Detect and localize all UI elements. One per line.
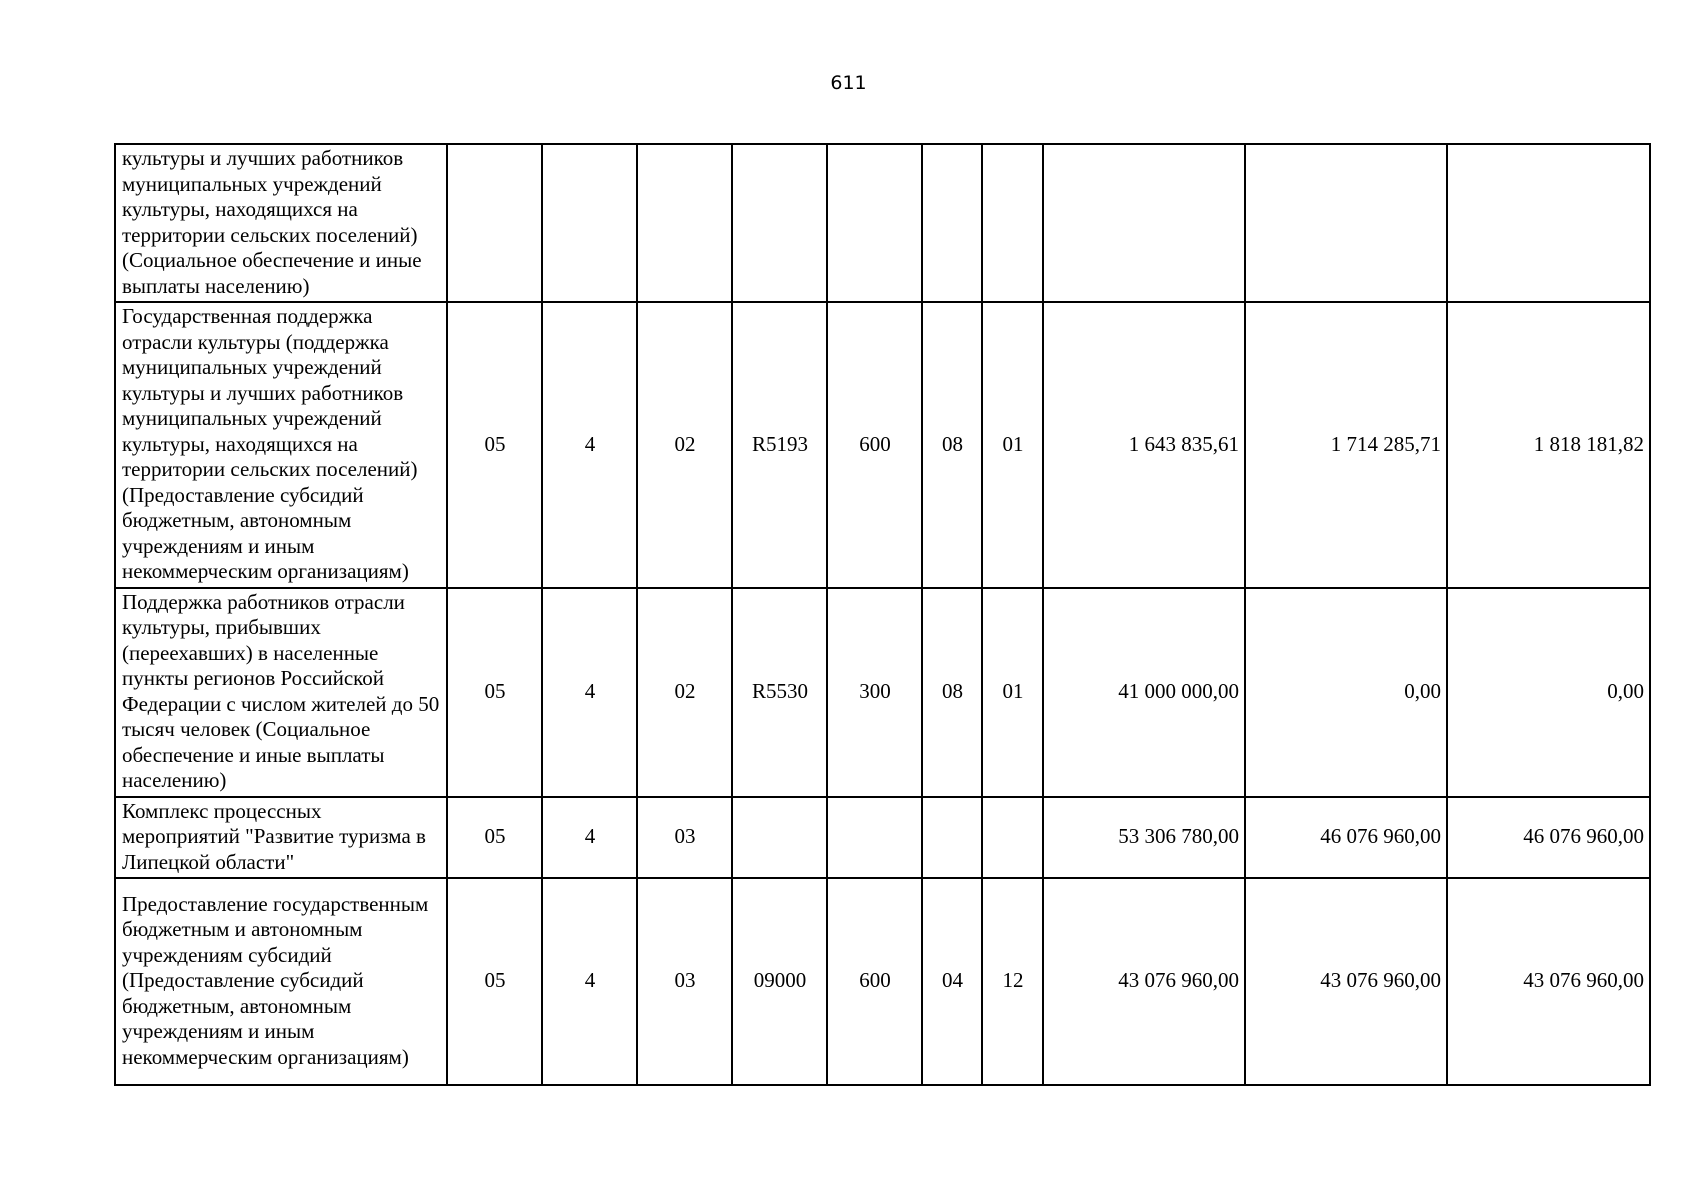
amount-3 <box>1447 144 1650 302</box>
table-row <box>115 302 1650 588</box>
amount-1 <box>1043 144 1245 302</box>
subsection-code <box>982 144 1043 302</box>
direction-code: R5530 <box>732 588 827 797</box>
table-row <box>115 878 1650 1085</box>
amount-2 <box>1245 144 1447 302</box>
type-code: 4 <box>542 588 637 797</box>
complex-code: 02 <box>637 588 732 797</box>
amount-2: 0,00 <box>1245 588 1447 797</box>
row-description: Государственная поддержка отрасли культуры (поддержка муниципальных учреждений культуры и лучших работников муниципальных учреждений культуры, находящихся на территории сельских поселений) (Предоставление субсидий бюджетным, автономным учреждениям и иным некоммерческим организациям) <box>115 302 447 588</box>
complex-code: 02 <box>637 302 732 588</box>
row-description: культуры и лучших работников муниципальных учреждений культуры, находящихся на территории сельских поселений) (Социальное обеспечение и иные выплаты населению) <box>115 144 447 302</box>
direction-code <box>732 144 827 302</box>
program-code: 05 <box>447 302 542 588</box>
amount-1: 41 000 000,00 <box>1043 588 1245 797</box>
expense-type-code: 300 <box>827 588 922 797</box>
program-code: 05 <box>447 588 542 797</box>
direction-code: R5193 <box>732 302 827 588</box>
table-row <box>115 588 1650 797</box>
subsection-code <box>982 797 1043 879</box>
amount-2: 43 076 960,00 <box>1245 878 1447 1085</box>
row-description: Предоставление государственным бюджетным и автономным учреждениям субсидий (Предоставление субсидий бюджетным, автономным учреждениям и иным некоммерческим организациям) <box>115 878 447 1085</box>
type-code: 4 <box>542 878 637 1085</box>
amount-3: 0,00 <box>1447 588 1650 797</box>
amount-1: 43 076 960,00 <box>1043 878 1245 1085</box>
section-code: 08 <box>922 588 982 797</box>
amount-3: 43 076 960,00 <box>1447 878 1650 1085</box>
row-description: Комплекс процессных мероприятий "Развитие туризма в Липецкой области" <box>115 797 447 879</box>
program-code: 05 <box>447 878 542 1085</box>
budget-table <box>114 143 1651 1086</box>
expense-type-code <box>827 797 922 879</box>
direction-code <box>732 797 827 879</box>
type-code <box>542 144 637 302</box>
amount-2: 1 714 285,71 <box>1245 302 1447 588</box>
amount-1: 1 643 835,61 <box>1043 302 1245 588</box>
amount-3: 46 076 960,00 <box>1447 797 1650 879</box>
program-code: 05 <box>447 797 542 879</box>
expense-type-code: 600 <box>827 302 922 588</box>
section-code: 04 <box>922 878 982 1085</box>
subsection-code: 01 <box>982 302 1043 588</box>
amount-1: 53 306 780,00 <box>1043 797 1245 879</box>
subsection-code: 01 <box>982 588 1043 797</box>
amount-3: 1 818 181,82 <box>1447 302 1650 588</box>
program-code <box>447 144 542 302</box>
section-code <box>922 144 982 302</box>
type-code: 4 <box>542 302 637 588</box>
complex-code: 03 <box>637 797 732 879</box>
section-code <box>922 797 982 879</box>
page-number: 611 <box>830 72 867 94</box>
expense-type-code: 600 <box>827 878 922 1085</box>
direction-code: 09000 <box>732 878 827 1085</box>
section-code: 08 <box>922 302 982 588</box>
table-row <box>115 797 1650 879</box>
type-code: 4 <box>542 797 637 879</box>
amount-2: 46 076 960,00 <box>1245 797 1447 879</box>
row-description: Поддержка работников отрасли культуры, прибывших (переехавших) в населенные пункты регионов Российской Федерации с числом жителей до 50 тысяч человек (Социальное обеспечение и иные выплаты населению) <box>115 588 447 797</box>
complex-code <box>637 144 732 302</box>
complex-code: 03 <box>637 878 732 1085</box>
expense-type-code <box>827 144 922 302</box>
table-row <box>115 144 1650 302</box>
subsection-code: 12 <box>982 878 1043 1085</box>
